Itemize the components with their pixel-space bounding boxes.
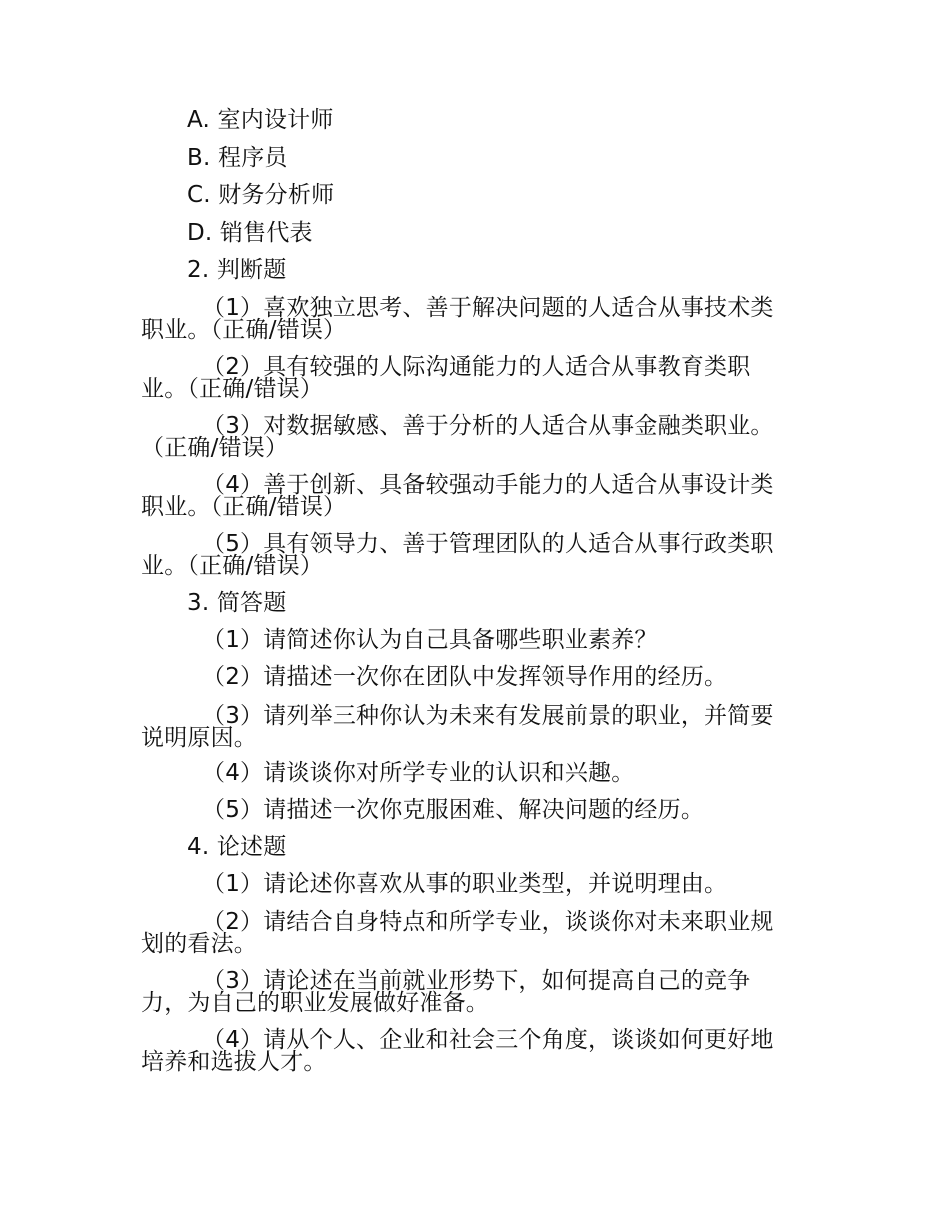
option-c: C. 财务分析师	[187, 182, 335, 208]
tf-item-3-line2: （正确/错误）	[141, 435, 289, 461]
sa-item-5: （5）请描述一次你克服困难、解决问题的经历。	[202, 797, 705, 823]
sa-item-1: （1）请简述你认为自己具备哪些职业素养？	[202, 627, 658, 653]
essay-item-3-line2: 力，为自己的职业发展做好准备。	[141, 990, 489, 1016]
tf-item-3-line1: （3）对数据敏感、善于分析的人适合从事金融类职业。	[202, 413, 774, 439]
sa-item-4: （4）请谈谈你对所学专业的认识和兴趣。	[202, 760, 635, 786]
sa-item-2: （2）请描述一次你在团队中发挥领导作用的经历。	[202, 664, 728, 690]
essay-item-1: （1）请论述你喜欢从事的职业类型，并说明理由。	[202, 871, 728, 897]
tf-item-2-line2: 业。（正确/错误）	[141, 376, 324, 402]
section-title-short-answer: 3. 简答题	[187, 590, 287, 616]
sa-item-3-line2: 说明原因。	[141, 725, 257, 751]
tf-item-4-line1: （4）善于创新、具备较强动手能力的人适合从事设计类	[202, 472, 774, 498]
essay-item-3-line1: （3）请论述在当前就业形势下，如何提高自己的竞争	[202, 968, 751, 994]
option-a: A. 室内设计师	[187, 107, 334, 133]
sa-item-3-line1: （3）请列举三种你认为未来有发展前景的职业，并简要	[202, 703, 774, 729]
section-title-true-false: 2. 判断题	[187, 257, 287, 283]
essay-item-4-line1: （4）请从个人、企业和社会三个角度，谈谈如何更好地	[202, 1027, 774, 1053]
tf-item-5-line2: 业。（正确/错误）	[141, 553, 324, 579]
essay-item-2-line2: 划的看法。	[141, 931, 257, 957]
essay-item-2-line1: （2）请结合自身特点和所学专业，谈谈你对未来职业规	[202, 909, 774, 935]
section-title-essay: 4. 论述题	[187, 834, 287, 860]
tf-item-4-line2: 职业。（正确/错误）	[141, 494, 347, 520]
essay-item-4-line2: 培养和选拔人才。	[141, 1049, 327, 1075]
tf-item-5-line1: （5）具有领导力、善于管理团队的人适合从事行政类职	[202, 531, 774, 557]
tf-item-1-line1: （1）喜欢独立思考、善于解决问题的人适合从事技术类	[202, 295, 774, 321]
option-d: D. 销售代表	[187, 220, 313, 246]
tf-item-2-line1: （2）具有较强的人际沟通能力的人适合从事教育类职	[202, 354, 751, 380]
tf-item-1-line2: 职业。（正确/错误）	[141, 317, 347, 343]
option-b: B. 程序员	[187, 145, 288, 171]
